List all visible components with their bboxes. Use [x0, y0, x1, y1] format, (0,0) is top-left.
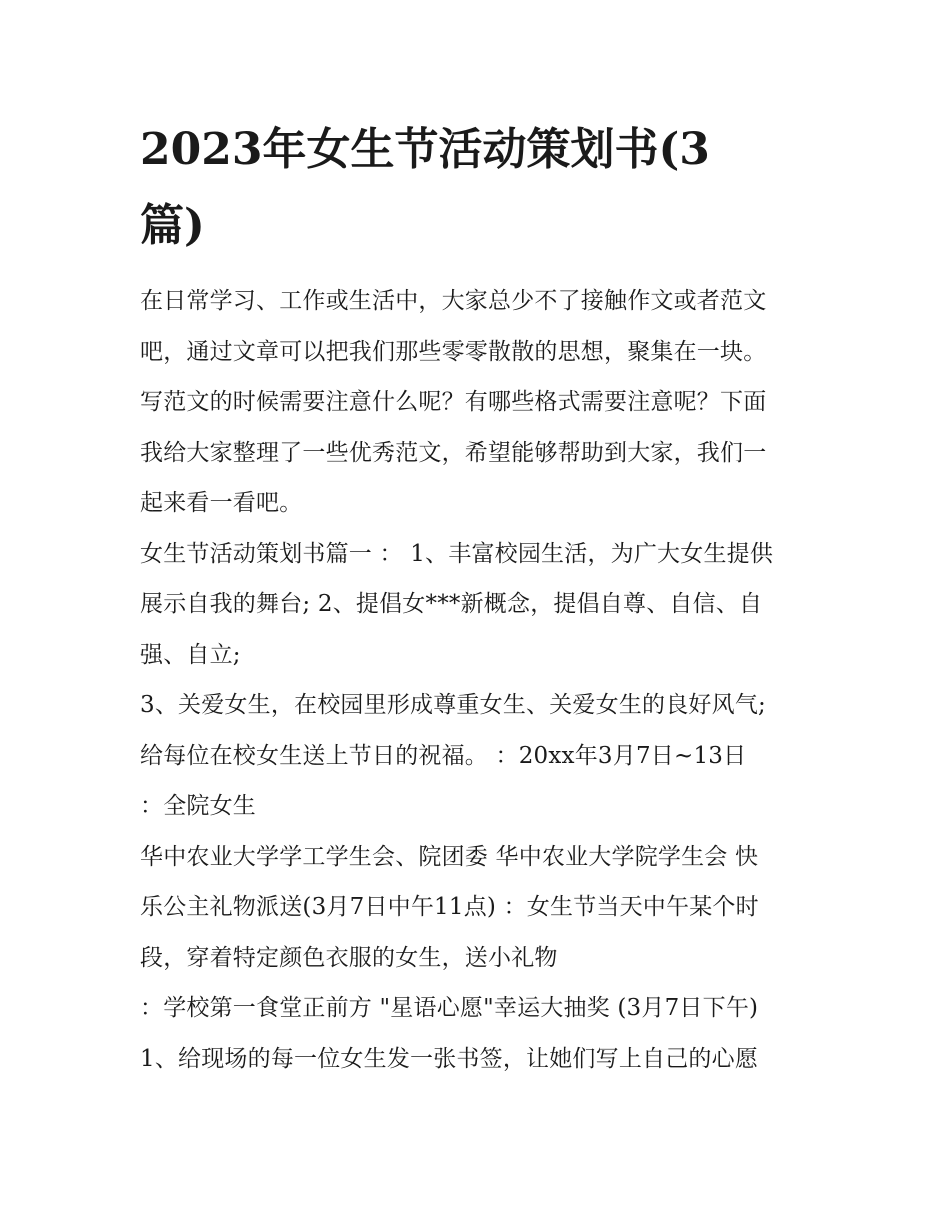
title-line-1: 2023年女生节活动策划书(3: [140, 124, 710, 175]
text-line: 华中农业大学学工学生会、院团委 华中农业大学院学生会 快: [140, 843, 759, 870]
text-line: 强、自立;: [140, 641, 241, 668]
text-line: 乐公主礼物派送(3月7日中午11点) ：女生节当天中午某个时: [140, 894, 759, 920]
document-body: [140, 276, 820, 1084]
text-line: 起来看一看吧。: [140, 490, 303, 516]
text-line: 展示自我的舞台; 2、提倡女***新概念，提倡自尊、自信、自: [140, 591, 763, 617]
text-line: 1、给现场的每一位女生发一张书签，让她们写上自己的心愿: [140, 1045, 759, 1072]
document-title: [140, 112, 820, 264]
text-line: 女生节活动策划书篇一 ： 1、丰富校园生活，为广大女生提供: [140, 540, 774, 567]
text-line: 给每位在校女生送上节日的祝福。 ：20xx年3月7日~13日: [140, 742, 747, 769]
text-line: ：全院女生: [140, 793, 256, 819]
text-line: 我给大家整理了一些优秀范文，希望能够帮助到大家，我们一: [140, 439, 767, 466]
text-line: 写范文的时候需要注意什么呢？有哪些格式需要注意呢？下面: [140, 389, 767, 415]
text-line: 吧，通过文章可以把我们那些零零散散的思想，聚集在一块。: [140, 338, 767, 365]
text-line: 段，穿着特定颜色衣服的女生，送小礼物: [140, 944, 558, 971]
text-line: 3、关爱女生，在校园里形成尊重女生、关爱女生的良好风气;: [140, 692, 766, 718]
text-line: ：学校第一食堂正前方 "星语心愿"幸运大抽奖 (3月7日下午): [140, 995, 759, 1021]
title-line-2: 篇): [140, 200, 205, 251]
text-line: 在日常学习、工作或生活中，大家总少不了接触作文或者范文: [140, 288, 767, 314]
